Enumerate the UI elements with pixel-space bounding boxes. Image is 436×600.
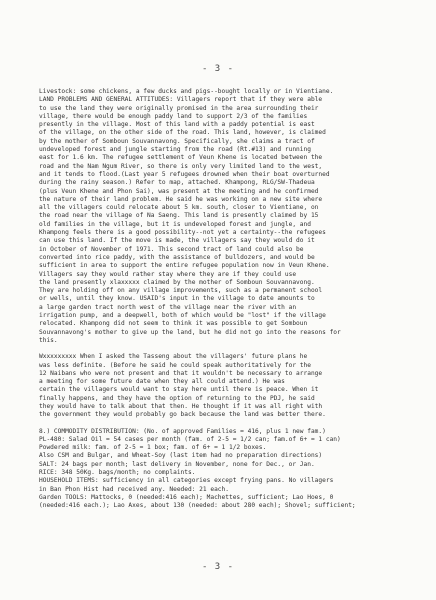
text-line: (plus Veun Khene and Phon Sai), was present at the meeting and he confirmed: [39, 187, 319, 195]
text-line: sufficient in area to support the entire refugee population now in Veun Khene.: [39, 262, 330, 270]
text-line: undeveloped forest and jungle starting from the road (Rt.#13) and running: [39, 146, 311, 154]
text-line: the road near the village of Na Saeng. This land is presently claimed by 15: [39, 212, 319, 220]
text-line: all the villagers could relocate about 5 km. south, closer to Vientiane, on: [39, 204, 319, 212]
text-line: this.: [39, 336, 58, 344]
text-line: 8.) COMMODITY DISTRIBUTION: (No. of approved Families = 416, plus 1 new fam.): [39, 427, 326, 435]
text-line: Also CSM and Bulgar, and Wheat-Soy (last item had no preparation directions): [39, 452, 323, 460]
text-line: by the mother of Somboun Souvannavong. Specifically, she claims a tract of: [39, 137, 315, 145]
text-line: presently in the village. Most of this land with a paddy potential is east: [39, 121, 315, 129]
text-line: Powdered milk: fam. of 2-5 = 1 box; fam. of 6+ = 1 1/2 boxes.: [39, 444, 267, 452]
text-line: HOUSEHOLD ITEMS: sufficiency in all categories except frying pans. No villagers: [39, 477, 334, 485]
text-line: in October of November of 1971. This second tract of land could also be: [39, 245, 304, 253]
page-number-bottom: - 3 -: [201, 562, 235, 572]
text-line: Khampong feels there is a good possibility--not yet a certainty--the refugees: [39, 229, 326, 237]
text-line: LAND PROBLEMS AND GENERAL ATTITUDES: Villagers report that if they were able: [39, 96, 323, 104]
text-line: old families in the village, but it is undeveloped forest and jungle, and: [39, 220, 311, 228]
text-line: converted into rice paddy, with the assistance of bulldozers, and would be: [39, 253, 315, 261]
body-text: [39, 88, 411, 519]
text-line: they would have to talk about that then. He thought if it was all right with: [39, 402, 323, 410]
text-line: Garden TOOLS: Mattocks, 0 (needed:416 each); Machettes, sufficient; Lao Hoes, 0: [39, 493, 334, 501]
text-line: 12 Naibans who were not present and that it wouldn't be necessary to arrange: [39, 369, 323, 377]
paragraph-livestock-land-problems: [39, 88, 411, 345]
text-line: of the village, on the other side of the road. This land, however, is claimed: [39, 129, 326, 137]
text-line: can use this land. If the move is made, the villagers say they would do it: [39, 237, 315, 245]
text-line: relocated. Khampong did not seem to think it was possible to get Somboun: [39, 320, 308, 328]
text-line: Livestock: some chickens, a few ducks and pigs--bought locally or in Vientiane.: [39, 88, 334, 95]
text-line: RICE: 348 50Kg. bags/month; no complaints.: [39, 469, 196, 477]
text-line: a large garden tract north west of the village near the river with an: [39, 303, 297, 311]
text-line: the government they would probably go back because the land was better there.: [39, 411, 326, 419]
text-line: PL-480: Salad Oil = 54 cases per month (fam. of 2-5 = 1/2 can; fam.of 6+ = 1 can): [39, 435, 341, 443]
text-line: They are holding off on any village improvements, such as a permanent school: [39, 287, 323, 295]
text-line: Wxxxxxxxxx When I asked the Tasseng about the villagers' future plans he: [39, 353, 308, 361]
text-line: a meeting for some future date when they all could attend.) He was: [39, 378, 285, 386]
text-line: the land presently xlaxxxxx claimed by the mother of Somboun Souvannavong.: [39, 278, 315, 286]
paragraph-future-plans: [39, 353, 411, 419]
text-line: road and the Nam Ngum River, so there is only very limited land to the west,: [39, 162, 323, 170]
page-number-top: - 3 -: [201, 64, 235, 74]
text-line: certain the villagers would want to stay here until there is peace. When it: [39, 386, 319, 394]
text-line: finally happens, and they have the option of returning to the PDJ, he said: [39, 394, 315, 402]
text-line: the nature of their land problem. He said he was working on a new site where: [39, 195, 323, 203]
text-line: SALT: 24 bags per month; last delivery in November, none for Dec., or Jan.: [39, 460, 315, 468]
paragraph-commodity-distribution: [39, 428, 411, 511]
text-line: Villagers say they would rather stay where they are if they could use: [39, 270, 297, 278]
text-line: and it tends to flood.(Last year 5 refugees drowned when their boat overturned: [39, 170, 330, 178]
text-line: in Ban Phon Hist had received any. Needed: 21 each.: [39, 485, 229, 493]
text-line: east for 1.6 km. The refugee settlement of Veun Khene is located between the: [39, 154, 323, 162]
text-line: (needed:416 each.); Lao Axes, about 130 (needed: about 280 each); Shovel; sufficient;: [39, 502, 356, 510]
text-line: was less definite. (Before he said he could speak authoritatively for the: [39, 361, 311, 369]
text-line: or wells, until they know. USAID's input in the village to date amounts to: [39, 295, 315, 303]
text-line: irrigation pump, and a deepwell, both of which would be "lost" if the village: [39, 312, 326, 320]
text-line: during the rainy season.) Refer to map, attached. Khampong, RLG/SW-Thadeua: [39, 179, 315, 187]
text-line: Souvannavong's mother to give up the land, but he did not go into the reasons for: [39, 328, 341, 336]
text-line: to use the land they were originally promised in the area surrounding their: [39, 104, 319, 112]
text-line: village, there would be enough paddy land to support 2/3 of the families: [39, 112, 308, 120]
